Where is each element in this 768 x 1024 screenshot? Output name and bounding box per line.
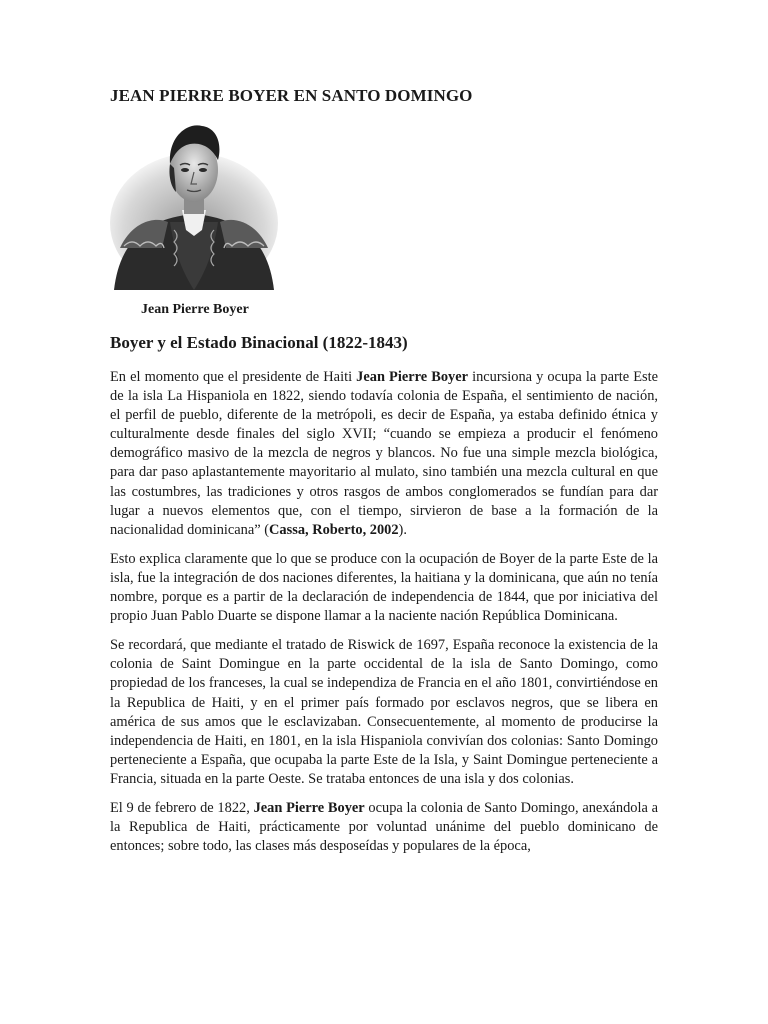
body-text	[110, 368, 658, 866]
paragraph-4	[110, 799, 658, 856]
portrait-image	[110, 118, 278, 290]
paragraph-1-text-b: incursiona y ocupa la parte Este de la isla La Hispaniola en 1822, siendo todavía colonia de España, el sentimiento de nación, el perfil de pueblo, diferente de la metrópoli, es decir de España, ya estaba definido étnica y culturalmente desde finales del siglo XVII; “cuando se empieza a producir el fenómeno demográfico masivo de la mezcla de negros y blancos. No fue una simple mezcla biológica, para dar paso aplastantemente mayoritario al mulato, sino también una mezcla cultural en que las costumbres, las tradiciones y otros rasgos de ambos conglomerados se fundían para dar lugar a nuevos elementos que, con el tiempo, sirvieron de base a la formación de la nacionalidad dominicana” (	[110, 369, 659, 538]
document-title: JEAN PIERRE BOYER EN SANTO DOMINGO	[110, 86, 473, 105]
paragraph-1-text-a: En el momento que el presidente de Haiti	[110, 369, 357, 385]
paragraph-4-bold-name: Jean Pierre Boyer	[253, 799, 365, 816]
paragraph-2: Esto explica claramente que lo que se produce con la ocupación de Boyer de la parte Este de la isla, fue la integración de dos naciones diferentes, la haitiana y la dominicana, que aún no tenía nombre, porque es a partir de la declaración de independencia de 1844, que por iniciativa del propio Juan Pablo Duarte se dispone llamar a la naciente nación República Dominicana.	[110, 550, 658, 625]
paragraph-1	[110, 368, 658, 540]
paragraph-1-citation: Cassa, Roberto, 2002	[269, 521, 399, 538]
paragraph-1-text-c: ).	[398, 521, 407, 538]
paragraph-4-text-a: El 9 de febrero de 1822,	[110, 799, 254, 816]
section-heading: Boyer y el Estado Binacional (1822-1843)	[110, 333, 408, 352]
paragraph-4-text-b: ocupa la colonia de Santo Domingo, anexándola a la Republica de Haiti, prácticamente por voluntad unánime del pueblo dominicano de entonces; sobre todo, las clases más desposeídas y populares de la época,	[110, 799, 659, 855]
paragraph-3: Se recordará, que mediante el tratado de Riswick de 1697, España reconoce la existencia de la colonia de Saint Domingue en la parte occidental de la isla de Santo Domingo, como propiedad de los franceses, la cual se independiza de Francia en el año 1801, convirtiéndose en la Republica de Haiti, y en el primer país formado por esclavos negros, que se libera en américa de sus amos que le esclavizaban. Consecuentemente, al momento de producirse la independencia de Haiti, en 1801, en la isla Hispaniola convivían dos colonias: Santo Domingo perteneciente a España, que ocupaba la parte Este de la Isla, y Saint Domingue perteneciente a Francia, situada en la parte Oeste. Se trataba entonces de una isla y dos colonias.	[110, 637, 658, 787]
paragraph-1-bold-name: Jean Pierre Boyer	[356, 369, 468, 385]
image-caption: Jean Pierre Boyer	[141, 302, 249, 317]
